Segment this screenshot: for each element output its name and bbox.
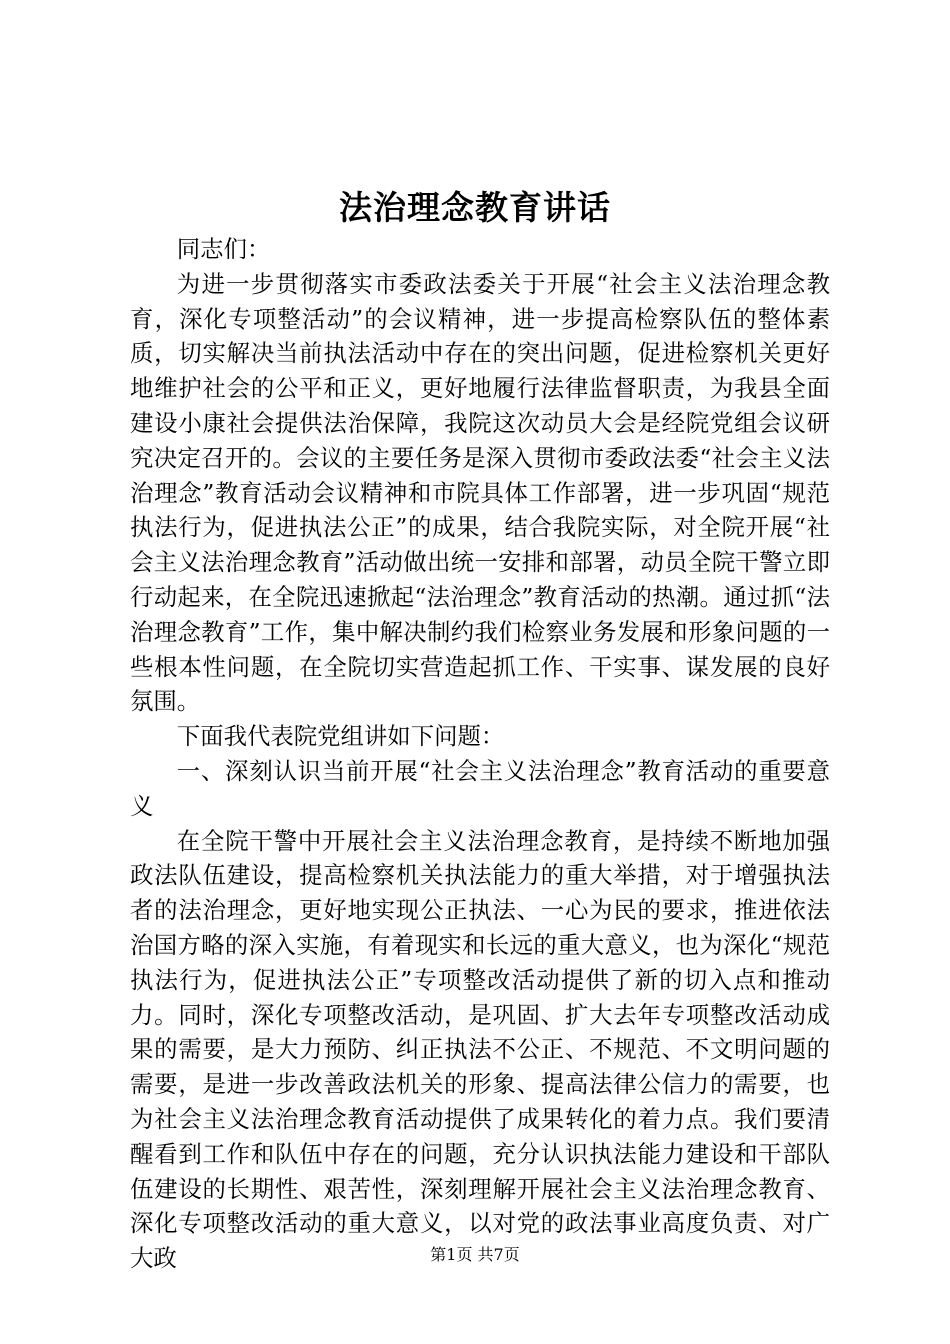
salutation-paragraph: 同志们： <box>176 235 271 263</box>
body-paragraph: 在全院干警中开展社会主义法治理念教育，是持续不断地加强政法队伍建设，提高检察机关执法能力的重大举措，对于增强执法者的法治理念，更好地实现公正执法、一心为民的要求，推进依法治国方略的深入实施，有着现实和长远的重大意义，也为深化“规范执法行为，促进执法公正”专项整改活动提供了新的切入点和推动力。同时，深化专项整改活动，是巩固、扩大去年专项整改活动成果的需要，是大力预防、纠正执法不公正、不规范、不文明问题的需要，是进一步改善政法机关的形象、提高法律公信力的需要，也为社会主义法治理念教育活动提供了成果转化的着力点。我们要清醒看到工作和队伍中存在的问题，充分认识执法能力建设和干部队伍建设的长期性、艰苦性，深刻理解开展社会主义法治理念教育、深化专项整改活动的重大意义，以对党的政法事业高度负责、对广大政 <box>130 826 830 1273</box>
section-heading: 一、深刻认识当前开展“社会主义法治理念”教育活动的重要意义 <box>130 756 830 820</box>
body-paragraph: 为进一步贯彻落实市委政法委关于开展“社会主义法治理念教育，深化专项整活动”的会议精神，进一步提高检察队伍的整体素质，切实解决当前执法活动中存在的突出问题，促进检察机关更好地维护社会的公平和正义，更好地履行法律监督职责，为我县全面建设小康社会提供法治保障，我院这次动员大会是经院党组会议研究决定召开的。会议的主要任务是深入贯彻市委政法委“社会主义法治理念”教育活动会议精神和市院具体工作部署，进一步巩固“规范执法行为，促进执法公正”的成果，结合我院实际，对全院开展“社会主义法治理念教育”活动做出统一安排和部署，动员全院干警立即行动起来，在全院迅速掀起“法治理念”教育活动的热潮。通过抓“法治理念教育”工作，集中解决制约我们检察业务发展和形象问题的一些根本性问题，在全院切实营造起抓工作、干实事、谋发展的良好氛围。 <box>130 269 830 716</box>
body-paragraph: 下面我代表院党组讲如下问题： <box>176 722 505 751</box>
page-footer: 第1页 共7页 <box>430 1245 520 1264</box>
document-body <box>130 232 830 1276</box>
document-title: 法治理念教育讲话 <box>339 188 611 227</box>
